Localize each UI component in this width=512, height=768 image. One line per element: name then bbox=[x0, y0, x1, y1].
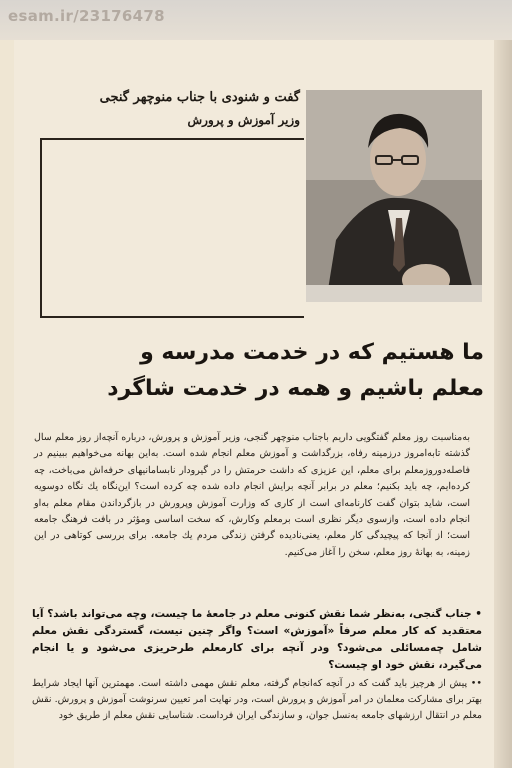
headline-line-1: ما هستیم که در خدمت مدرسه و bbox=[140, 340, 484, 365]
interview-answer: •• پیش از هرچیز باید گفت که در آنچه که‌انجام گرفته، معلم نقش مهمی داشته است. مهمترین آنها ایجاد شرایط بهتر برای مشارکت معلمان در امر آموزش و پرورش است، ودر نهایت امر تعیین سرنوشت آموزش و پرورش. نقش معلم در انتقال ارزشهای جامعه به‌نسل جوان، و سازندگی ایران فرداست. شناسایی نقش معلم از طریق خود bbox=[32, 678, 482, 721]
page-edge-shadow bbox=[494, 40, 512, 768]
header-subtitle: وزیر آموزش و پرورش bbox=[187, 113, 300, 127]
portrait-photo bbox=[306, 90, 482, 302]
intro-paragraph: به‌مناسبت روز معلم گفتگویی داریم باجناب منوچهر گنجی، وزیر آموزش و پرورش، درباره آنچه‌از روز معلم سال گذشته تابه‌امروز درزمینه رفاه، بزرگداشت و آموزش معلم انجام شده است. به‌این بهانه می‌خواهیم ببینیم در فاصله‌دوروزمعلم برای معلم، این عزیزی که داشت حرمتش را در گیرودار نابسامانیهای حرفه‌اش می‌باخت، چه کرده‌ایم، چه باید بکنیم؛ معلم در برابر آنچه برایش انجام داده شده چه کرده است؟ این‌نگاه یك نگاه دوسویه است، شاید بتوان گفت کارنامه‌ای است از کاری که وزارت آموزش وپرورش در بازگرداندن مقام معلم به‌او انجام داده است، وازسوی دیگر نظری است برمعلم وکارش، که سخت اساسی ومؤثر در بافت فرهنگ جامعه است؛ از آنجا که پیچیدگی کار معلم، یعنی‌نادیده گرفتن زندگی مردم یك جامعه. برای بررسی کوتاهی در این زمینه، به بهانهٔ روز معلم، سخن را آغاز می‌کنیم. bbox=[34, 432, 470, 558]
interview-question: • جناب گنجی، به‌نظر شما نقش کنونی معلم در جامعهٔ ما چیست، وچه می‌تواند باشد؟ آیا معتقدید که کار معلم صرفاً «آموزش» است؟ واگر چنین نیست، گستردگی نقش معلم شامل چه‌مسائلی می‌شود؟ ودر آنچه برای کارمعلم طرحریزی می‌شود و یا انجام می‌گیرد، نقش خود او چیست؟ bbox=[32, 608, 482, 671]
header-interview-title: گفت و شنودی با جناب منوچهر گنجی bbox=[99, 90, 300, 105]
top-bar bbox=[0, 0, 512, 40]
watermark-text: esam.ir/23176478 bbox=[8, 7, 165, 25]
article-headline bbox=[36, 335, 484, 407]
headline-line-2: معلم باشیم و همه در خدمت شاگرد bbox=[107, 376, 484, 401]
decorative-frame bbox=[40, 138, 304, 318]
interview-qa bbox=[32, 606, 482, 724]
article-header bbox=[40, 88, 300, 133]
